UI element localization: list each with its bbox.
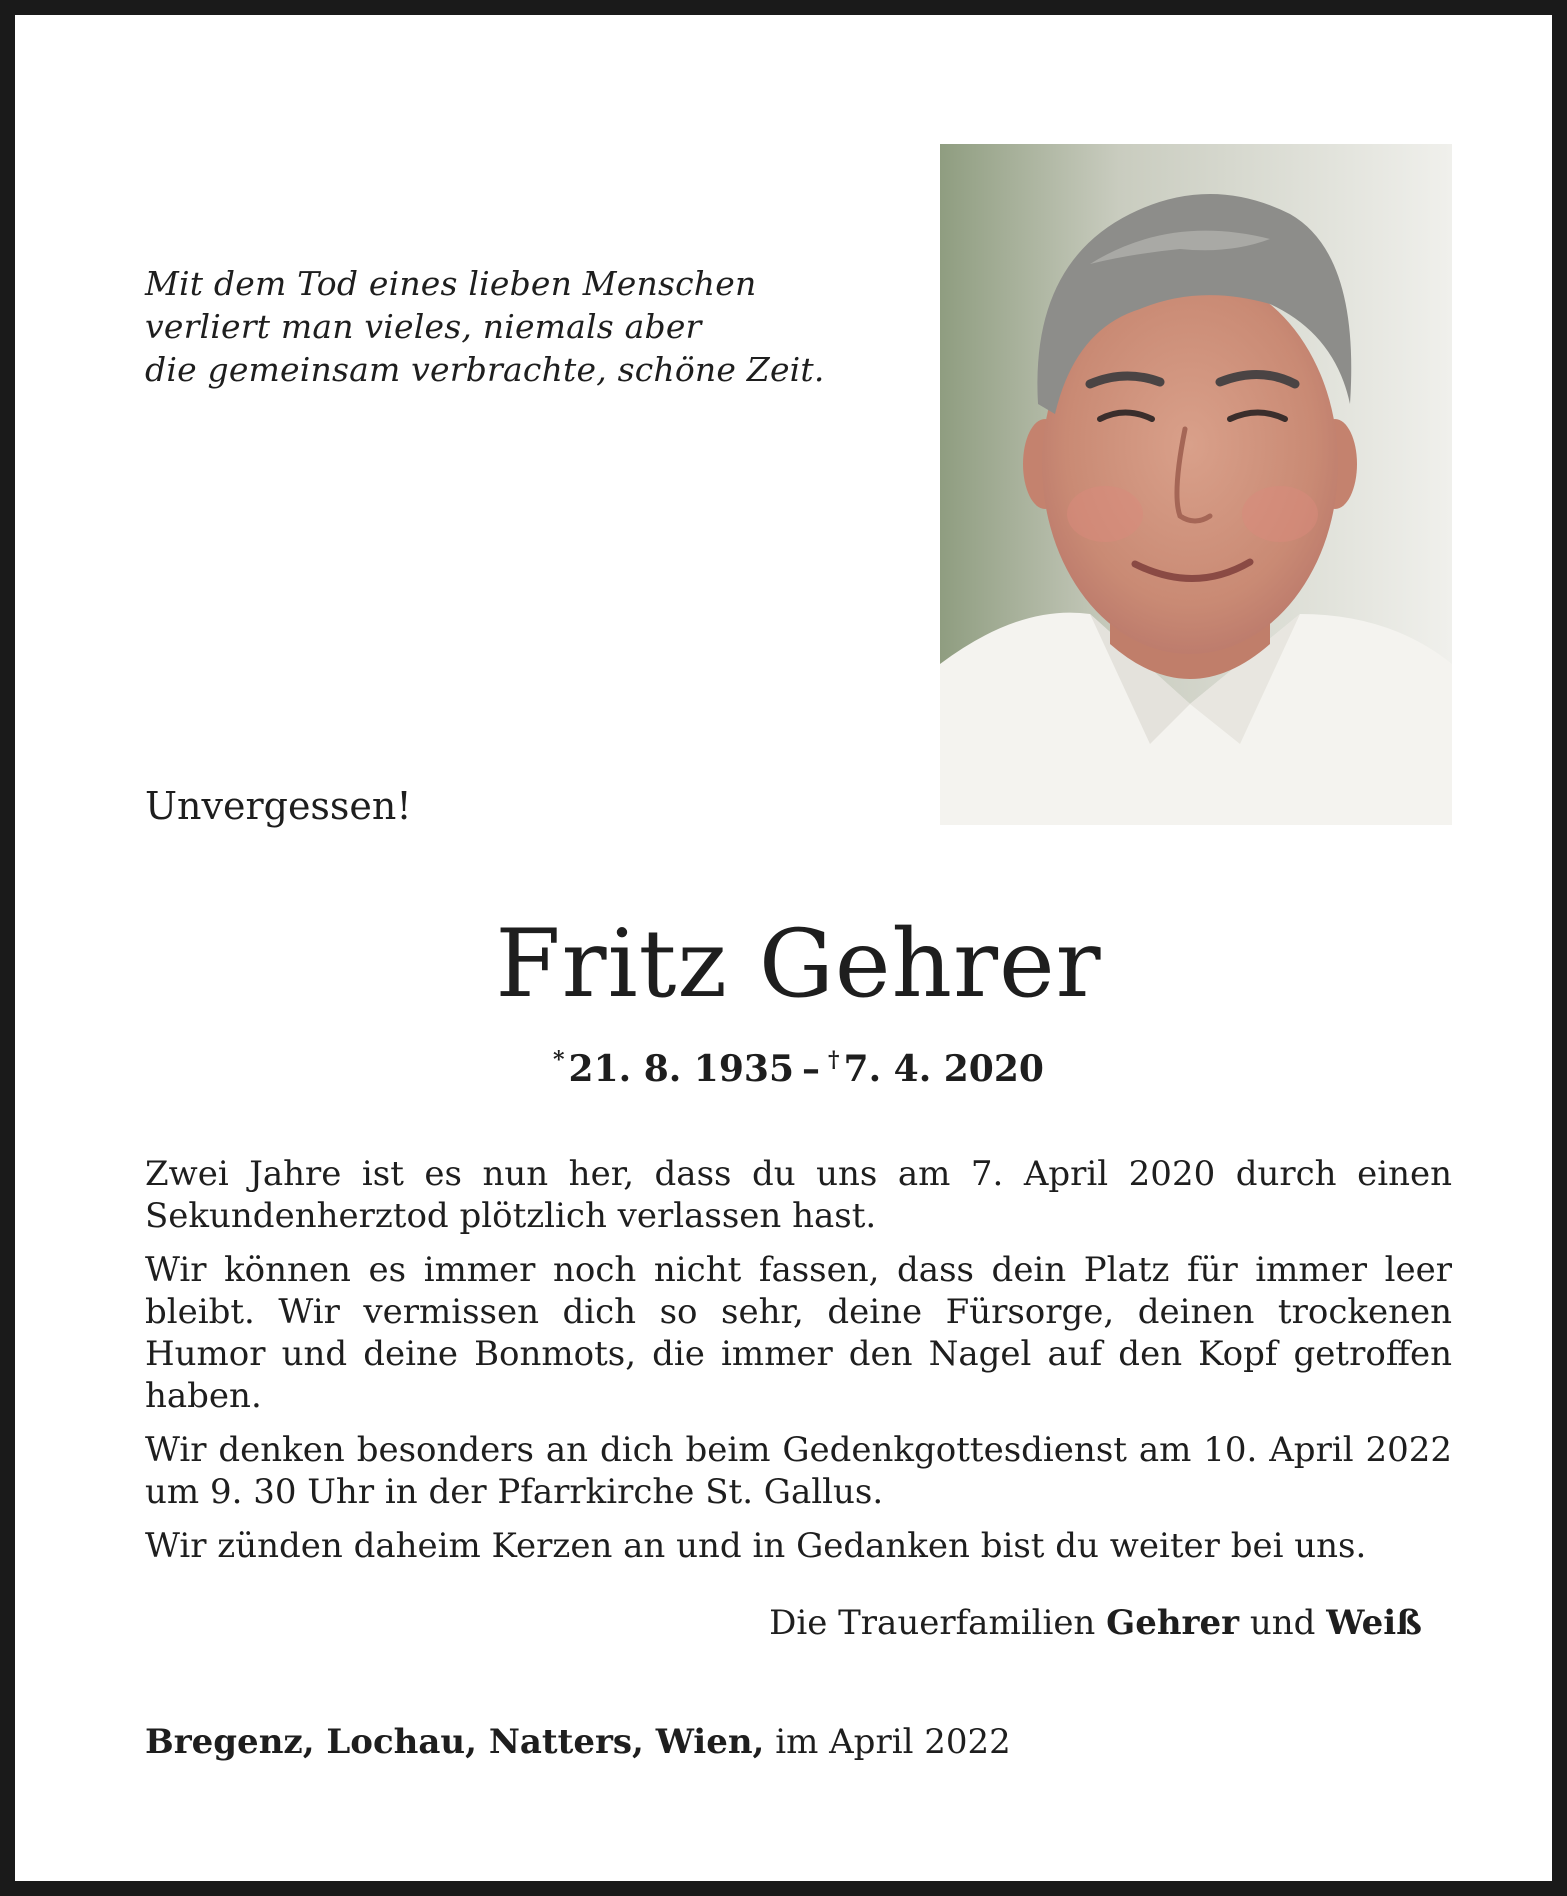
deceased-name: Fritz Gehrer [495,910,1102,1019]
family-name-1: Gehrer [1106,1603,1240,1643]
birth-date: 21. 8. 1935 [568,1048,795,1090]
death-symbol: † [828,1047,840,1073]
obituary-text [145,1153,1452,1579]
life-dates [15,1037,1567,1092]
paragraph-4: Wir zünden daheim Kerzen an und in Gedanken bist du weiter bei uns. [145,1526,1367,1566]
places: Bregenz, Lochau, Natters, Wien, [145,1722,765,1762]
paragraph-2: Wir können es immer noch nicht fassen, dass dein Platz für immer leer bleibt. Wir vermissen dich so sehr, deine Fürsorge, deinen trockenen Humor und deine Bonmots, die immer den Nagel auf den Kopf getroffen haben. [145,1250,1452,1416]
paragraph-1: Zwei Jahre ist es nun her, dass du uns am 7. April 2020 durch einen Sekundenherztod plötzlich verlassen hast. [145,1154,1452,1236]
portrait-photo [940,144,1452,825]
signature-joiner: und [1249,1603,1316,1643]
quote-line-1: Mit dem Tod eines lieben Menschen [145,264,757,303]
death-date: 7. 4. 2020 [843,1048,1044,1090]
quote-line-2: verliert man vieles, niemals aber [145,307,702,346]
places-and-date [145,1720,1011,1764]
paragraph-3: Wir denken besonders an dich beim Gedenkgottesdienst am 10. April 2022 um 9. 30 Uhr in der Pfarrkirche St. Gallus. [145,1430,1452,1512]
publication-date: im April 2022 [775,1722,1011,1762]
date-dash: – [802,1048,821,1090]
portrait-illustration [940,144,1452,825]
signature-prefix: Die Trauerfamilien [769,1603,1096,1643]
family-name-2: Weiß [1326,1603,1422,1643]
quote-line-3: die gemeinsam verbrachte, schöne Zeit. [145,350,825,389]
family-signature [769,1601,1422,1645]
heading-unvergessen: Unvergessen! [145,784,412,828]
birth-symbol: * [553,1047,565,1073]
memorial-quote [145,262,825,391]
